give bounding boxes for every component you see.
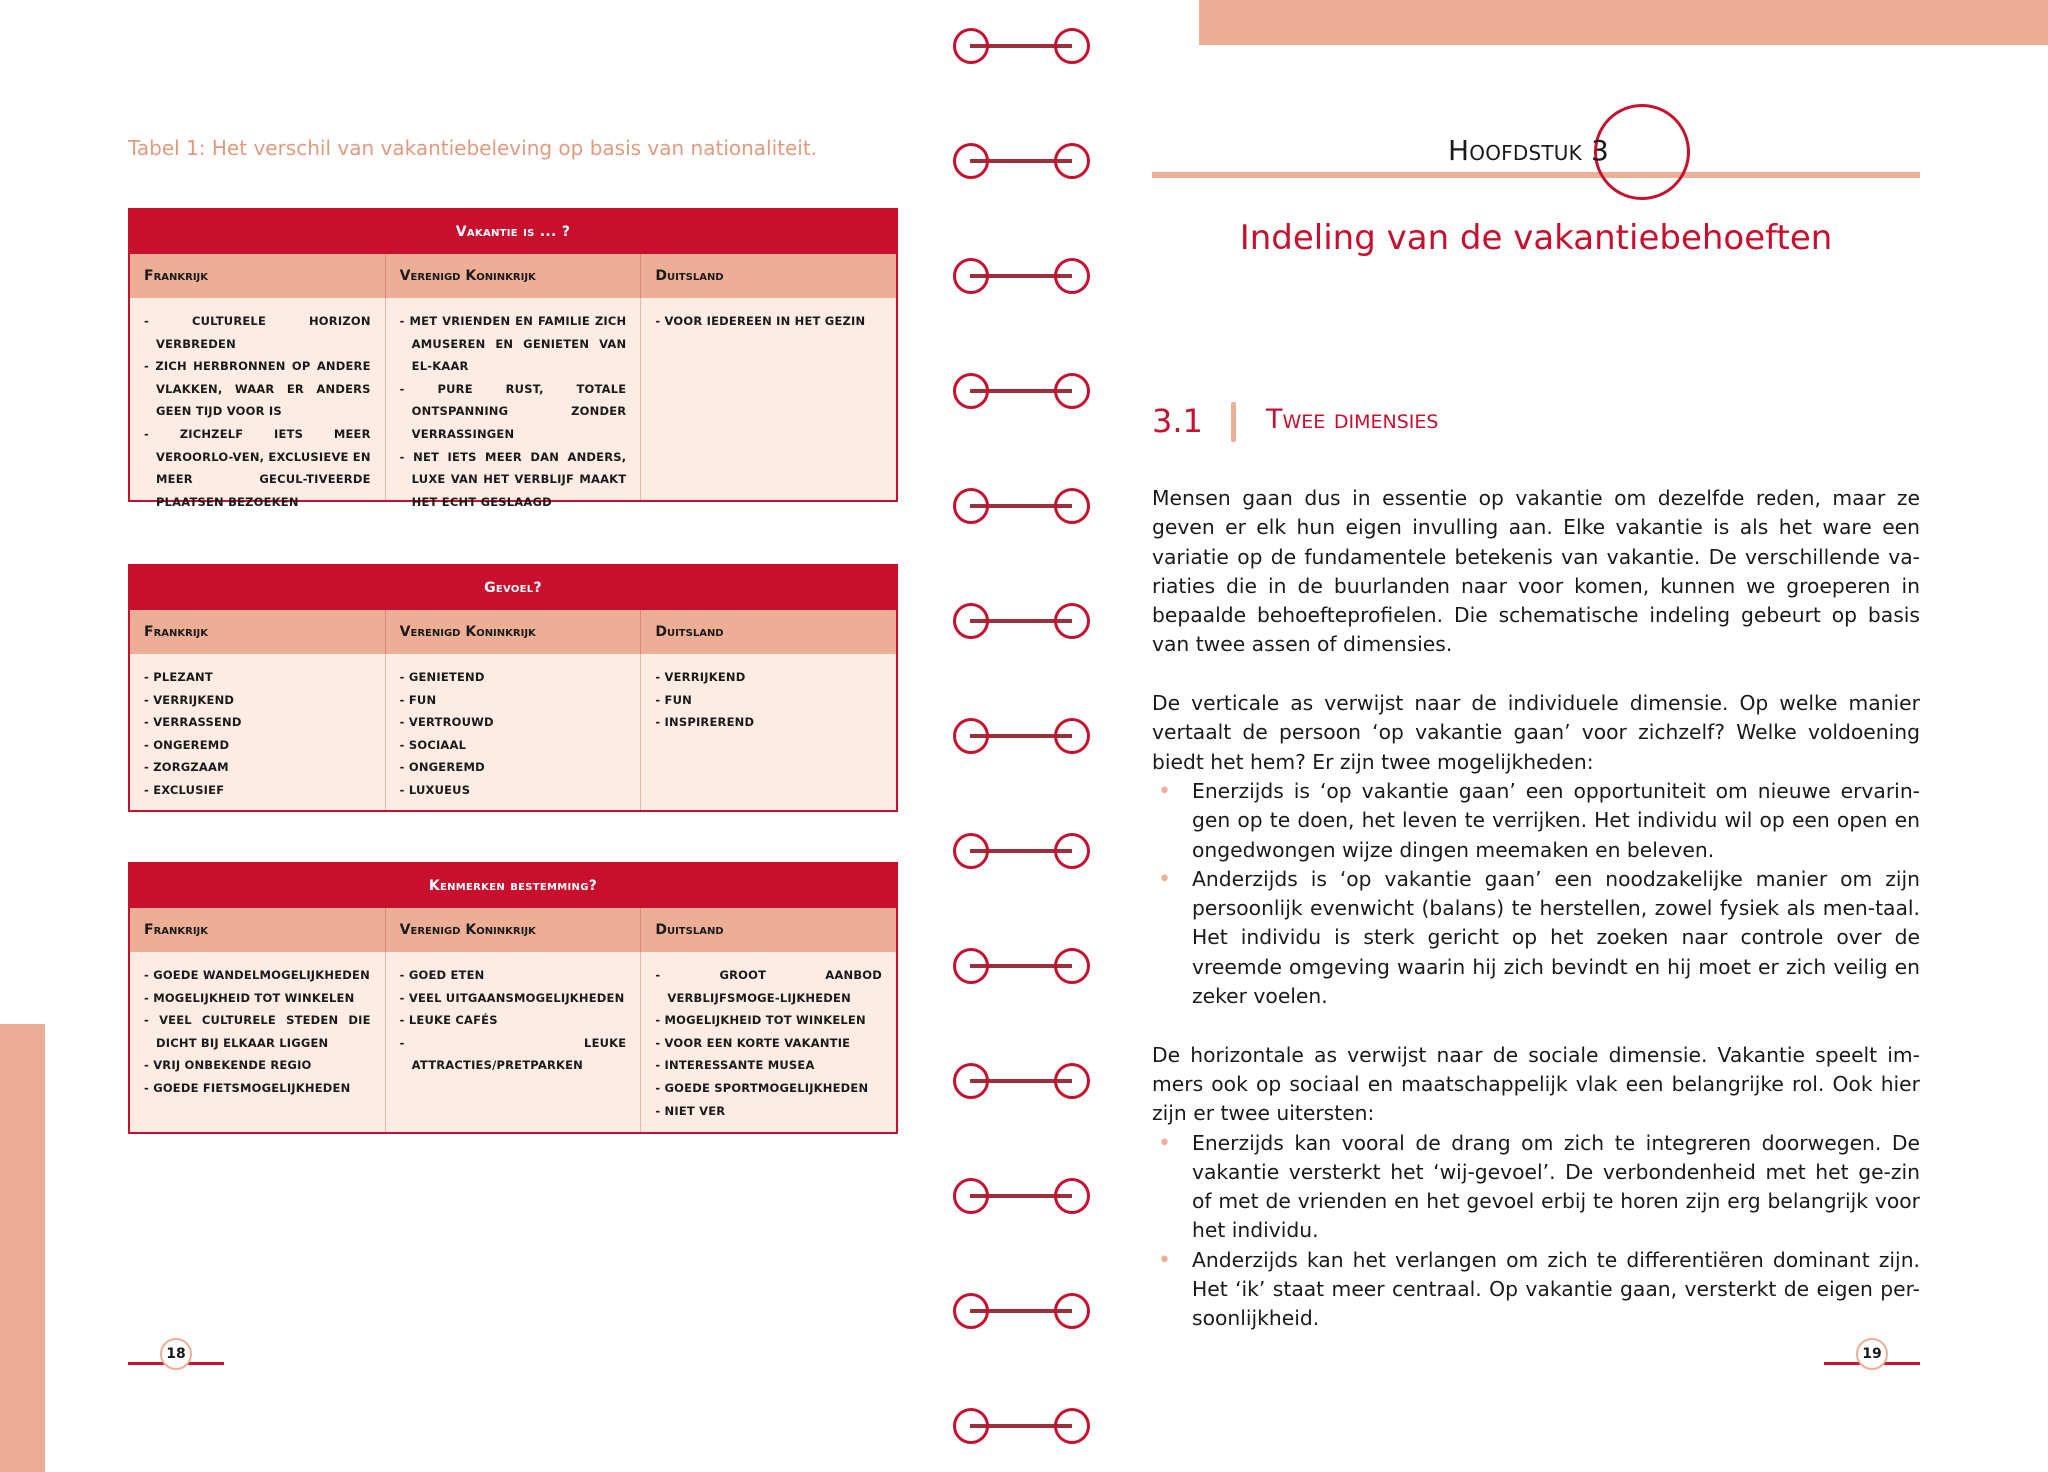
list-item: - MOGELIJKHEID TOT WINKELEN bbox=[144, 987, 371, 1010]
column-header-frankrijk: Frankrijk bbox=[130, 908, 386, 952]
list-item: - GENIETEND bbox=[400, 666, 627, 689]
list-item: - GOEDE WANDELMOGELIJKHEDEN bbox=[144, 964, 371, 987]
list-item: - VRIJ ONBEKENDE REGIO bbox=[144, 1054, 371, 1077]
list-item: - NIET VER bbox=[655, 1100, 882, 1123]
table-cell-frankrijk bbox=[130, 654, 386, 810]
list-item: - ZICH HERBRONNEN OP ANDERE VLAKKEN, WAAR ER ANDERS GEEN TIJD VOOR IS bbox=[144, 355, 371, 423]
table-cell-verenigd-koninkrijk bbox=[386, 298, 642, 509]
section-number: 3.1 bbox=[1152, 402, 1203, 440]
bullet-item: • Enerzijds is ‘op vakantie gaan’ een opportuniteit om nieuwe ervarin-gen op te doen, het leven te verrijken. Het individu wil op een open en ongedwongen wijze dingen meemaken en beleven. bbox=[1152, 777, 1920, 865]
list-item: - CULTURELE HORIZON VERBREDEN bbox=[144, 310, 371, 355]
bullet-item: • Enerzijds kan vooral de drang om zich te integreren doorwegen. De vakantie versterkt het ‘wij-gevoel’. De verbondenheid met het ge-zin of met de vrienden en het gevoel erbij te horen zijn erg belangrijk voor het individu. bbox=[1152, 1129, 1920, 1246]
binding-ring bbox=[950, 714, 1100, 758]
list-item: - LUXUEUS bbox=[400, 779, 627, 802]
list-item: - VEEL UITGAANSMOGELIJKHEDEN bbox=[400, 987, 627, 1010]
column-header-verenigd-koninkrijk: Verenigd Koninkrijk bbox=[386, 908, 642, 952]
chapter-label: Hoofdstuk bbox=[1448, 134, 1582, 167]
binding-ring bbox=[950, 1059, 1100, 1103]
table-cell-frankrijk bbox=[130, 298, 386, 509]
bullet-list bbox=[1152, 1129, 1920, 1334]
page-number: 18 bbox=[160, 1338, 192, 1370]
list-item: - ONGEREMD bbox=[400, 756, 627, 779]
list-item: - VEEL CULTURELE STEDEN DIE DICHT BIJ ELKAAR LIGGEN bbox=[144, 1009, 371, 1054]
table-cell-verenigd-koninkrijk bbox=[386, 952, 642, 1132]
list-item: - PLEZANT bbox=[144, 666, 371, 689]
table-title: Kenmerken bestemming? bbox=[130, 864, 896, 908]
paragraph: Mensen gaan dus in essentie op vakantie om dezelfde reden, maar ze geven er elk hun eigen invulling aan. Elke vakantie is als het ware een variatie op de fundamentele betekenis van vakantie. De verschillende va-riaties die in de buurlanden naar voor komen, kunnen we groeperen in bepaalde behoefteprofielen. Die schematische indeling gebeurt op basis van twee assen of dimensies. bbox=[1152, 486, 1920, 657]
table-kenmerken-bestemming bbox=[128, 862, 898, 1134]
column-header-verenigd-koninkrijk: Verenigd Koninkrijk bbox=[386, 254, 642, 298]
table-cell-duitsland bbox=[641, 298, 896, 500]
list-item: - VOOR EEN KORTE VAKANTIE bbox=[655, 1032, 882, 1055]
table-cell-verenigd-koninkrijk bbox=[386, 654, 642, 810]
table-title: Vakantie is ... ? bbox=[130, 210, 896, 254]
list-item: - EXCLUSIEF bbox=[144, 779, 371, 802]
column-header-frankrijk: Frankrijk bbox=[130, 254, 386, 298]
bullet-list bbox=[1152, 777, 1920, 1011]
table-cell-duitsland bbox=[641, 952, 896, 1132]
column-header-duitsland: Duitsland bbox=[655, 922, 724, 938]
binding-ring bbox=[950, 829, 1100, 873]
column-header-duitsland: Duitsland bbox=[655, 268, 724, 284]
binding-ring bbox=[950, 24, 1100, 68]
list-item: - GOED ETEN bbox=[400, 964, 627, 987]
list-item: - FUN bbox=[655, 689, 882, 712]
chapter-rule bbox=[1152, 172, 1920, 178]
chapter-number: 3 bbox=[1591, 134, 1610, 167]
list-item: - INSPIREREND bbox=[655, 711, 882, 734]
binding-ring bbox=[950, 1174, 1100, 1218]
side-decor-band bbox=[0, 1024, 45, 1472]
binding-ring bbox=[950, 1289, 1100, 1333]
column-header-duitsland: Duitsland bbox=[655, 624, 724, 640]
list-item: - FUN bbox=[400, 689, 627, 712]
list-item: - VERRIJKEND bbox=[655, 666, 882, 689]
binding-ring bbox=[950, 944, 1100, 988]
binding-ring bbox=[950, 599, 1100, 643]
table-title: Gevoel? bbox=[130, 566, 896, 610]
binding-ring bbox=[950, 369, 1100, 413]
list-item: - VOOR IEDEREEN IN HET GEZIN bbox=[655, 310, 882, 333]
list-item: - VERTROUWD bbox=[400, 711, 627, 734]
list-item: - MOGELIJKHEID TOT WINKELEN bbox=[655, 1009, 882, 1032]
list-item: - SOCIAAL bbox=[400, 734, 627, 757]
list-item: - PURE RUST, TOTALE ONTSPANNING ZONDER VERRASSINGEN bbox=[400, 378, 627, 446]
list-item: - VERRASSEND bbox=[144, 711, 371, 734]
top-decor-band bbox=[1199, 0, 2048, 45]
list-item: - GOEDE SPORTMOGELIJKHEDEN bbox=[655, 1077, 882, 1100]
list-item: - VERRIJKEND bbox=[144, 689, 371, 712]
binding-ring bbox=[950, 484, 1100, 528]
list-item: - ZICHZELF IETS MEER VEROORLO-VEN, EXCLUSIEVE EN MEER GECUL-TIVEERDE PLAATSEN BEZOEKEN bbox=[144, 423, 371, 513]
paragraph: De verticale as verwijst naar de individuele dimensie. Op welke manier vertaalt de persoon ‘op vakantie gaan’ voor zichzelf? Welke voldoening biedt het hem? Er zijn twee mogelijkheden: bbox=[1152, 691, 1920, 774]
binding-ring bbox=[950, 139, 1100, 183]
paragraph: De horizontale as verwijst naar de sociale dimensie. Vakantie speelt im-mers ook op sociaal en maatschappelijk vlak een belangrijke rol. Ook hier zijn er twee uitersten: bbox=[1152, 1042, 1920, 1126]
binding-ring bbox=[950, 254, 1100, 298]
list-item: - LEUKE ATTRACTIES/PRETPARKEN bbox=[400, 1032, 627, 1077]
chapter-heading bbox=[1448, 134, 1609, 167]
column-header-verenigd-koninkrijk: Verenigd Koninkrijk bbox=[386, 610, 642, 654]
section-divider bbox=[1231, 402, 1236, 442]
page-number: 19 bbox=[1856, 1338, 1888, 1370]
body-text bbox=[1152, 484, 1920, 1363]
list-item: - ZORGZAAM bbox=[144, 756, 371, 779]
table-cell-frankrijk bbox=[130, 952, 386, 1132]
list-item: - GOEDE FIETSMOGELIJKHEDEN bbox=[144, 1077, 371, 1100]
list-item: - GROOT AANBOD VERBLIJFSMOGE-LIJKHEDEN bbox=[655, 964, 882, 1009]
table-gevoel bbox=[128, 564, 898, 812]
list-item: - INTERESSANTE MUSEA bbox=[655, 1054, 882, 1077]
section-title: Twee dimensies bbox=[1266, 404, 1439, 435]
list-item: - ONGEREMD bbox=[144, 734, 371, 757]
list-item: - MET VRIENDEN EN FAMILIE ZICH AMUSEREN EN GENIETEN VAN EL-KAAR bbox=[400, 310, 627, 378]
bullet-item: • Anderzijds is ‘op vakantie gaan’ een noodzakelijke manier om zijn persoonlijk evenwicht (balans) te herstellen, zowel fysiek als men-taal. Het individu is sterk gericht op het zoeken naar controle over de vreemde omgeving waarin hij zich bevindt en hij moet er zich veilig en zeker voelen. bbox=[1152, 865, 1920, 1011]
table-cell-duitsland bbox=[641, 654, 896, 810]
binding-ring bbox=[950, 1404, 1100, 1448]
bullet-item: • Anderzijds kan het verlangen om zich te differentiëren dominant zijn. Het ‘ik’ staat meer centraal. Op vakantie gaan, versterkt de eigen per-soonlijkheid. bbox=[1152, 1246, 1920, 1334]
spiral-binding bbox=[950, 0, 1100, 1472]
list-item: - LEUKE CAFÉS bbox=[400, 1009, 627, 1032]
chapter-title: Indeling van de vakantiebehoeften bbox=[1239, 218, 1833, 258]
table-caption: Tabel 1: Het verschil van vakantiebeleving op basis van nationaliteit. bbox=[128, 136, 818, 160]
list-item: - NET IETS MEER DAN ANDERS, LUXE VAN HET VERBLIJF MAAKT HET ECHT GESLAAGD bbox=[400, 446, 627, 514]
table-vakantie-is bbox=[128, 208, 898, 509]
column-header-frankrijk: Frankrijk bbox=[130, 610, 386, 654]
